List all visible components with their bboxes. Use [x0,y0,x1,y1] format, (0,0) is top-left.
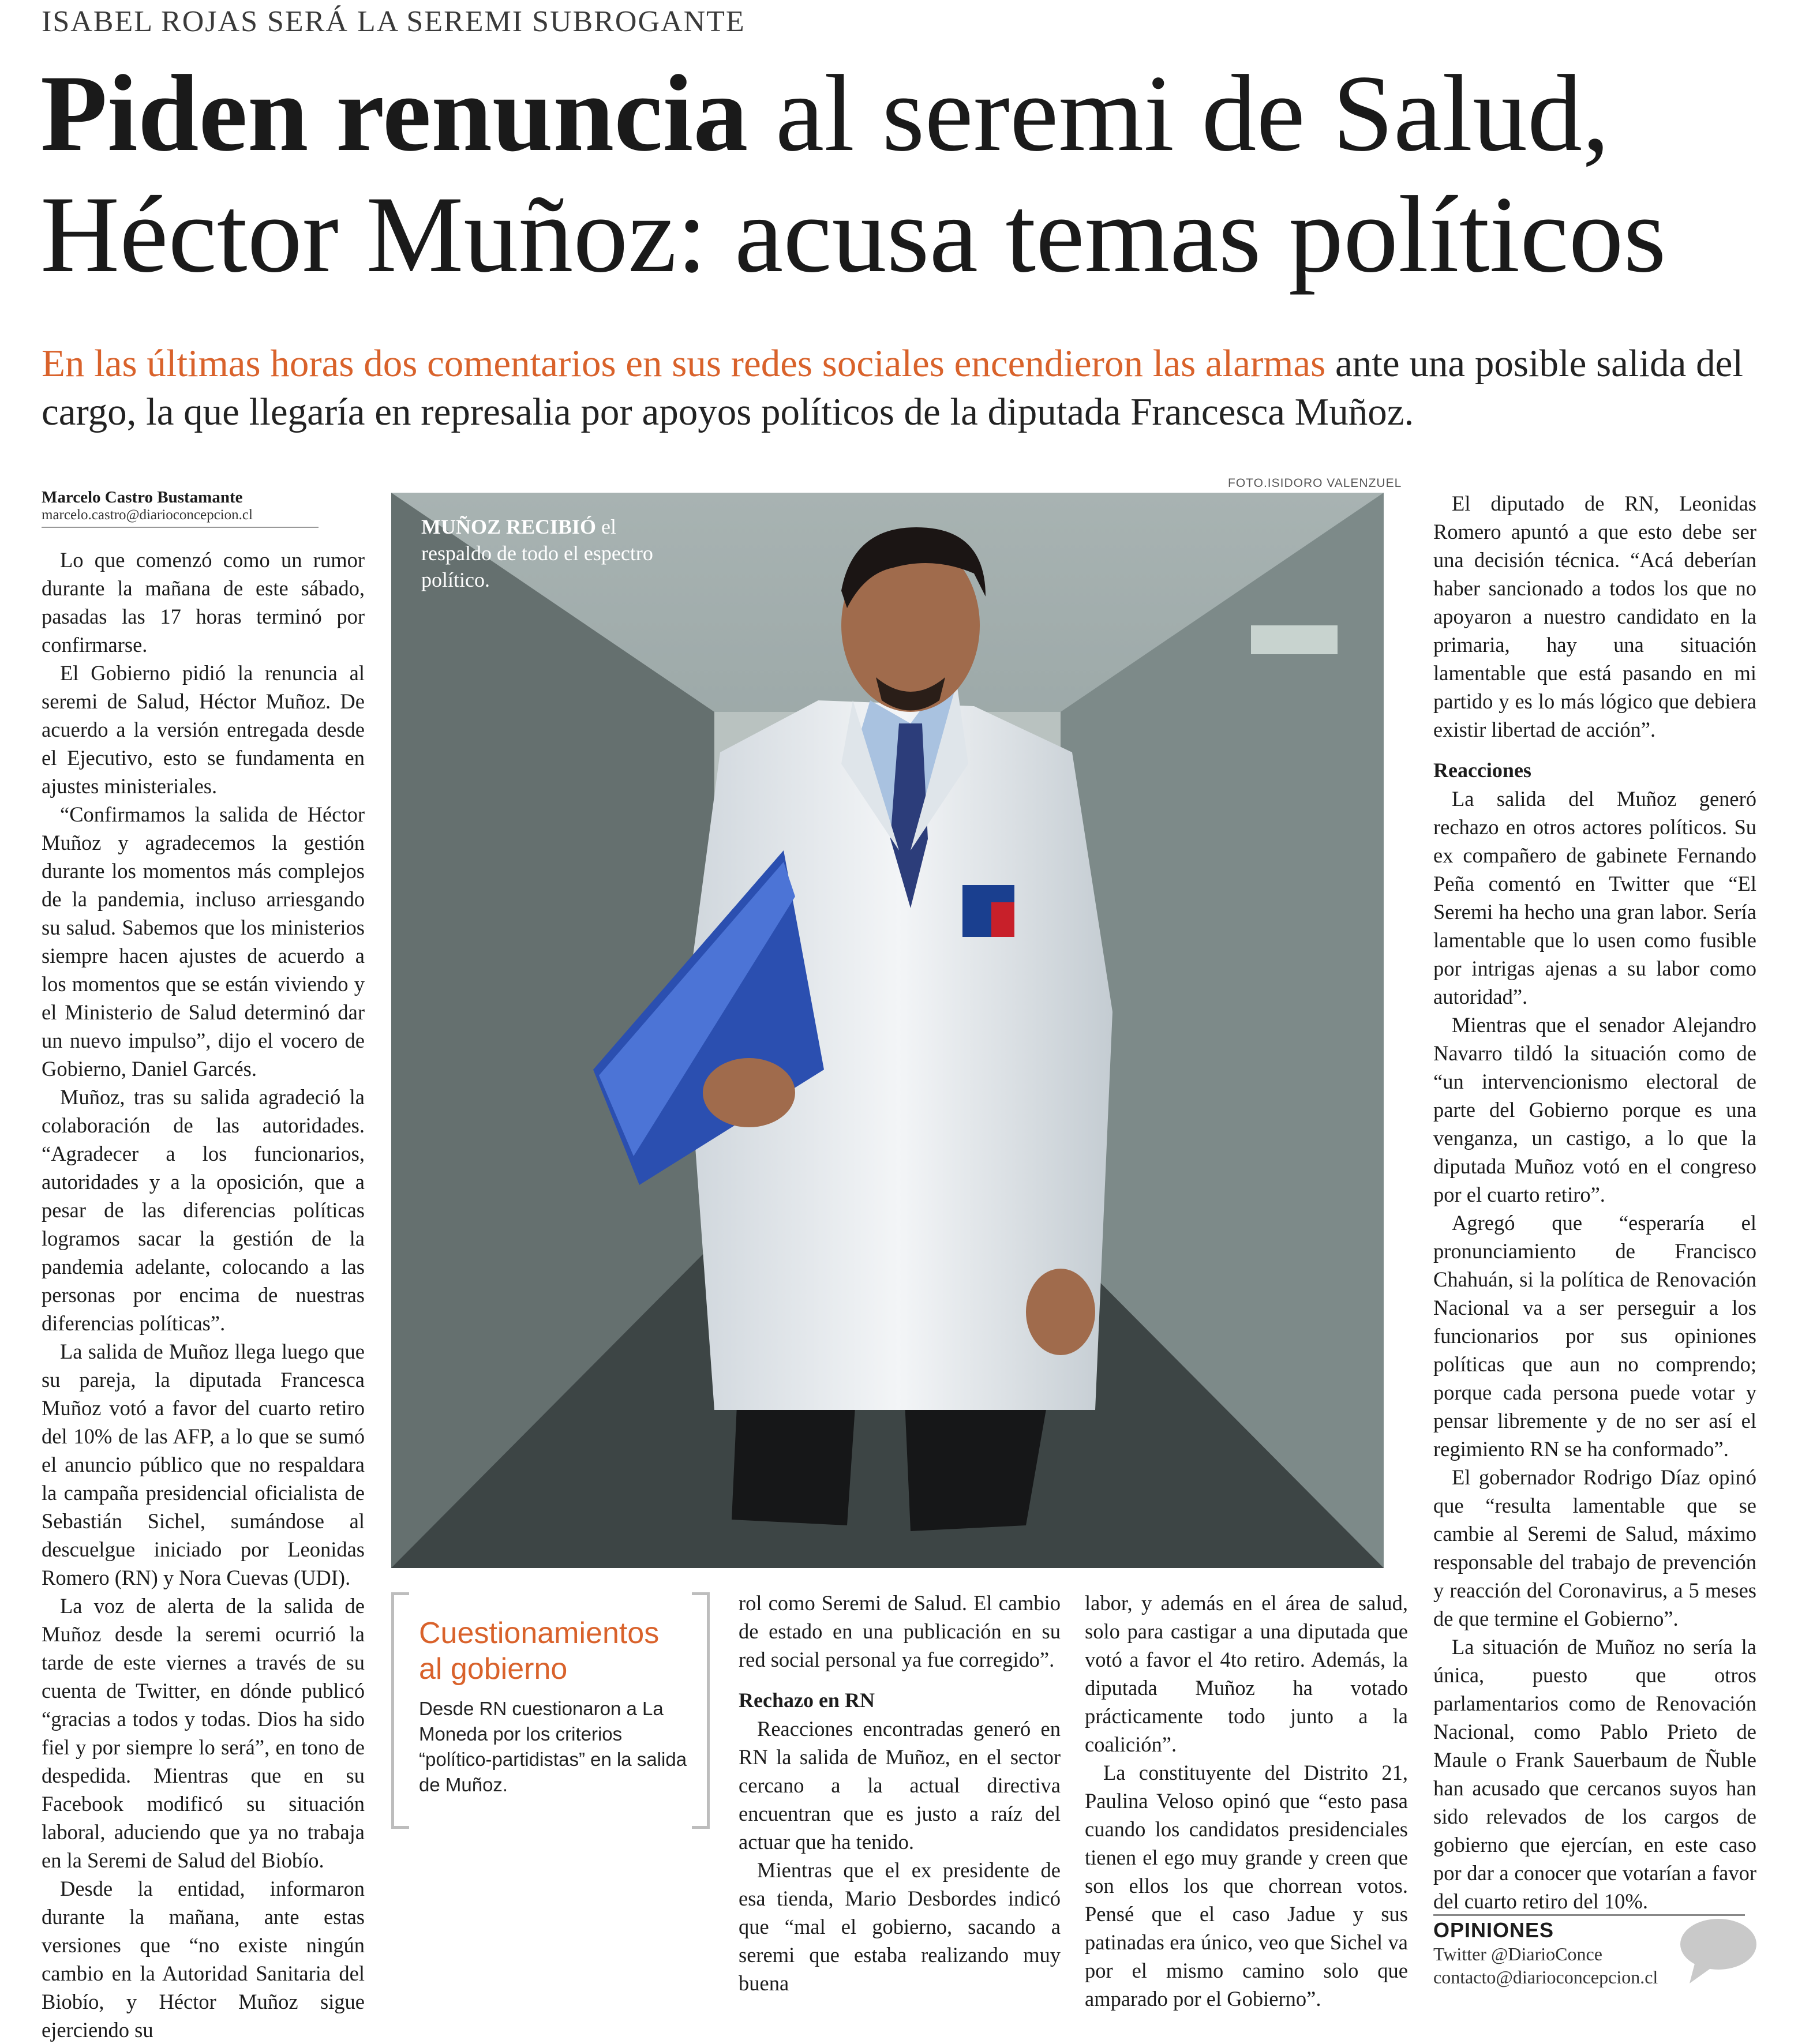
paragraph: Agregó que “esperaría el pronunciamiento de Francisco Chahuán, si la política de Renovación Nacional va a ser perseguir a los funcionarios por sus opiniones políticas que aun no comprendo; porque cada persona puede votar y pensar libremente y de no ser así el regimiento RN se ha conformado”. [1433,1211,1756,1461]
byline-email[interactable]: marcelo.castro@diarioconcepcion.cl [42,507,253,523]
paragraph: La situación de Muñoz no sería la única, puesto que otros parlamentarios como de Renovación Nacional, como Pablo Prieto de Maule o Frank Sauerbaum de Ñuble han acusado que cercanos suyos han sido relevados de los cargos de gobierno que ejercían, en este caso por dar a conocer que votarían a favor del cuarto retiro del 10%. [1433,1635,1756,1913]
paragraph: labor, y además en el área de salud, solo para castigar a una diputada que votó a favor el 4to retiro. Además, la diputada Muñoz ha votado prácticamente todo junto a la coalición”. [1085,1591,1408,1756]
article-column-3 [1085,1589,1408,2013]
caption-bold: MUÑOZ RECIBIÓ [421,515,597,538]
deck [42,339,1761,436]
sidebar-title: Cuestionamientos al gobierno [419,1617,660,1686]
paragraph: Lo que comenzó como un rumor durante la mañana de este sábado, pasadas las 17 horas terminó por confirmarse. [42,548,365,657]
headline-line-2: Héctor Muñoz: acusa temas políticos [40,174,1666,295]
paragraph: Mientras que el ex presidente de esa tienda, Mario Desbordes indicó que “mal el gobierno, sacando a seremi que estaba realizando muy buena [739,1858,1061,1995]
paragraph: La salida de Muñoz llega luego que su pareja, la diputada Francesca Muñoz votó a favor del cuarto retiro del 10% de las AFP, a lo que se sumó el anuncio público que no respaldara la campaña presidencial oficialista de Sebastián Sichel, sumándose al descuelgue iniciado por Leonidas Romero (RN) y Nora Cuevas (UDI). [42,1340,365,1589]
photo-caption [421,513,664,593]
paragraph: Mientras que el senador Alejandro Navarro tildó la situación como de “un intervencionismo electoral de parte del Gobierno porque es una venganza, un castigo, a lo que la diputada Muñoz votó en el congreso por el cuarto retiro”. [1433,1013,1756,1206]
paragraph: rol como Seremi de Salud. El cambio de estado en una publicación en su red social personal ya fue corregido”. [739,1591,1061,1671]
paragraph: El Gobierno pidió la renuncia al seremi de Salud, Héctor Muñoz. De acuerdo a la versión entregada desde el Ejecutivo, esto se fundamenta en ajustes ministeriales. [42,661,365,798]
speech-bubble-icon [1678,1915,1759,1987]
deck-rest: ante una posible salida del cargo, la que llegaría en represalia por apoyos políticos de la diputada Francesca Muñoz. [42,342,1743,433]
paragraph: El diputado de RN, Leonidas Romero apuntó a que esto debe ser una decisión técnica. “Acá deberían haber sancionado a todos los que no apoyaron a nuestro candidato en la primaria, hay una situación lamentable que está pasando en mi partido y es lo más lógico que debiera existir libertad de acción”. [1433,492,1756,741]
hallway-doctor-illustration [391,493,1384,1568]
caption-rest: el respaldo de todo el espectro político. [421,515,653,591]
byline [42,488,319,528]
opiniones-title: OPINIONES [1433,1918,1554,1942]
paragraph: El gobernador Rodrigo Díaz opinó que “resulta lamentable que se cambie al Seremi de Salud, máximo responsable del trabajo de prevención y reacción del Coronavirus, a 5 meses de que termine el Gobierno”. [1433,1465,1756,1630]
article-photo [391,493,1384,1568]
headline-rest: al seremi de Salud, [775,53,1610,174]
opiniones-email[interactable]: contacto@diarioconcepcion.cl [1433,1967,1658,1987]
article-column-2 [739,1589,1061,1997]
paragraph: La salida del Muñoz generó rechazo en otros actores políticos. Su ex compañero de gabinete Fernando Peña comentó en Twitter que “El Seremi ha hecho una gran labor. Sería lamentable que lo usen como fusible por intrigas ajenas a su labor como autoridad”. [1433,787,1756,1008]
section-heading: Reacciones [1433,759,1531,782]
paragraph: La voz de alerta de la salida de Muñoz desde la seremi ocurrió la tarde de este viernes a través de su cuenta de Twitter, en dónde publicó “gracias a todos y todas. Dios ha sido fiel y por siempre lo será”, en tono de despedida. Mientras que en su Facebook modificó su situación laboral, aduciendo que ya no trabaja en la Seremi de Salud del Biobío. [42,1594,365,1872]
deck-highlight: En las últimas horas dos comentarios en sus redes sociales encendieron las alarmas [42,342,1326,385]
paragraph: Muñoz, tras su salida agradeció la colaboración de las autoridades. “Agradecer a los funcionarios, autoridades y a la oposición, que a pesar de las diferencias políticas logramos sacar la gestión de la pandemia adelante, colocando a las personas por encima de nuestras diferencias políticas”. [42,1085,365,1335]
article-column-4 [1433,489,1756,1915]
paragraph: Reacciones encontradas generó en RN la salida de Muñoz, en el sector cercano a la actual directiva encuentran que es justo a raíz del actuar que ha tenido. [739,1717,1061,1854]
sidebar-box [391,1592,710,1823]
kicker: ISABEL ROJAS SERÁ LA SEREMI SUBROGANTE [42,5,746,38]
article-column-1 [42,546,365,2044]
headline [40,53,1771,295]
right-bracket [692,1592,710,1829]
paragraph: La constituyente del Distrito 21, Paulina Veloso opinó que “esto pasa cuando los candidatos presidenciales tienen el ego muy grande y creen que son ellos los que chorrean votos. Pensé que el caso Jadue y sus patinadas era único, veo que Sichel va por el mismo camino solo que amparado por el Gobierno”. [1085,1761,1408,2011]
byline-name: Marcelo Castro Bustamante [42,488,243,507]
paragraph: Desde la entidad, informaron durante la mañana, ante estas versiones que “no existe ningún cambio en la Autoridad Sanitaria del Biobío, y Héctor Muñoz sigue ejerciendo su [42,1877,365,2042]
headline-line-1 [40,53,1771,174]
section-heading: Rechazo en RN [739,1689,875,1712]
headline-bold: Piden renuncia [40,53,748,174]
paragraph: “Confirmamos la salida de Héctor Muñoz y agradecemos la gestión durante los momentos más complejos de la pandemia, incluso arriesgando su salud. Sabemos que los ministerios siempre hacen ajustes de acuerdo a los momentos que se están viviendo y el Ministerio de Salud determinó dar un nuevo impulso”, dijo el vocero de Gobierno, Daniel Garcés. [42,802,365,1081]
photo-credit: FOTO.ISIDORO VALENZUEL [1228,477,1402,490]
opiniones-twitter[interactable]: Twitter @DiarioConce [1433,1944,1602,1964]
left-bracket [391,1592,409,1829]
sidebar-text: Desde RN cuestionaron a La Moneda por los criterios “político-partidistas” en la salida de Muñoz. [419,1698,687,1795]
